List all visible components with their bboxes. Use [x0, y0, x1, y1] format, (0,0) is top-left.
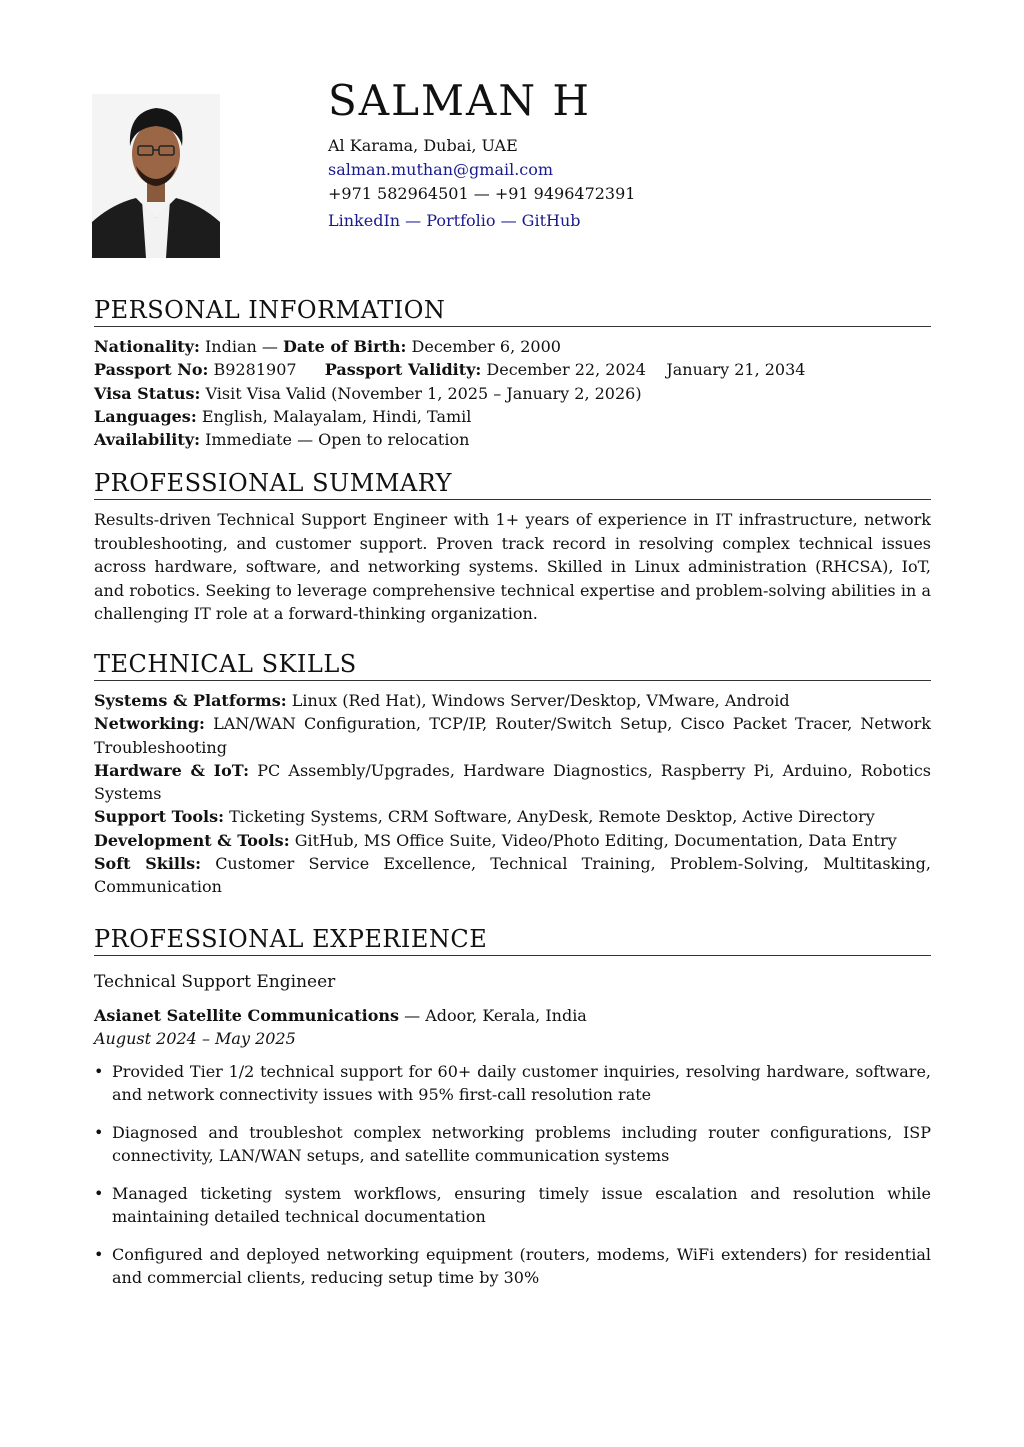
email-link[interactable]: salman.muthan@gmail.com [328, 160, 554, 179]
profile-photo [92, 94, 220, 258]
skill-label: Support Tools: [94, 807, 225, 827]
skill-label: Soft Skills: [94, 854, 201, 874]
nationality-label: Nationality: [94, 337, 200, 356]
personal-information-section [94, 296, 931, 451]
skill-row [94, 805, 931, 828]
skill-label: Development & Tools: [94, 830, 290, 850]
professional-experience-section [94, 925, 931, 1290]
languages-label: Languages: [94, 406, 197, 426]
bullet-icon: • [94, 1122, 104, 1142]
nationality-dob-row [94, 335, 931, 358]
availability-label: Availability: [94, 430, 200, 450]
portfolio-link[interactable]: Portfolio [426, 211, 496, 230]
summary-text: Results-driven Technical Support Engineer with 1+ years of experience in IT infrastructure, network troubleshooting, and customer support. Proven track record in resolving complex technical issues across hardware, software, and networking systems. Skilled in Linux administration (RHCSA), IoT, and robotics. Seeking to leverage comprehensive technical expertise and problem-solving abilities in a challenging IT role at a forward-thinking organization. [94, 510, 931, 624]
dob-label: Date of Birth: [282, 337, 407, 356]
languages-row [94, 405, 931, 428]
company-name: Asianet Satellite Communications [94, 1005, 400, 1025]
list-item [94, 1182, 931, 1229]
separator: — [256, 337, 283, 356]
skill-value: Customer Service Excellence, Technical Training, Problem-Solving, Multitasking, Communication [94, 854, 931, 897]
candidate-name: SALMAN H [328, 76, 592, 125]
section-title: TECHNICAL SKILLS [94, 650, 931, 681]
list-item-text: Diagnosed and troubleshot complex networking problems including router configurations, ISP connectivity, LAN/WAN setups, and satellite communication systems [112, 1122, 931, 1166]
section-title: PROFESSIONAL EXPERIENCE [94, 925, 931, 956]
availability-value: Immediate — Open to relocation [205, 430, 470, 450]
skill-row [94, 689, 931, 712]
resume-content [94, 296, 931, 1308]
skill-row [94, 829, 931, 852]
visa-value: Visit Visa Valid (November 1, 2025 – January 2, 2026) [205, 383, 642, 403]
skill-value: Ticketing Systems, CRM Software, AnyDesk, Remote Desktop, Active Directory [229, 807, 875, 827]
languages-value: English, Malayalam, Hindi, Tamil [201, 406, 472, 426]
skill-label: Systems & Platforms: [94, 690, 287, 710]
list-item [94, 1243, 931, 1290]
visa-label: Visa Status: [94, 383, 201, 403]
skill-row [94, 712, 931, 759]
skill-value: Linux (Red Hat), Windows Server/Desktop, VMware, Android [291, 690, 790, 710]
skill-row [94, 759, 931, 806]
github-link[interactable]: GitHub [521, 211, 581, 230]
skill-label: Networking: [94, 714, 205, 734]
professional-summary-section [94, 469, 931, 626]
passport-value: B9281907 [213, 360, 297, 380]
job-title: Technical Support Engineer [94, 971, 336, 992]
list-item-text: Managed ticketing system workflows, ensuring timely issue escalation and resolution while maintaining detailed technical documentation [112, 1183, 931, 1227]
responsibility-list [94, 1060, 931, 1290]
personal-info-body [94, 335, 931, 451]
skill-value: LAN/WAN Configuration, TCP/IP, Router/Switch Setup, Cisco Packet Tracer, Network Troubleshooting [94, 714, 931, 757]
person-portrait-icon [92, 94, 220, 258]
skill-label: Hardware & IoT: [94, 760, 250, 780]
list-item-text: Provided Tier 1/2 technical support for 60+ daily customer inquiries, resolving hardware, software, and network connectivity issues with 95% first-call resolution rate [112, 1061, 931, 1105]
address: Al Karama, Dubai, UAE [328, 136, 518, 155]
bullet-icon: • [94, 1244, 104, 1264]
nationality-value: Indian [204, 337, 257, 356]
phone-numbers: +971 582964501 — +91 9496472391 [328, 184, 636, 203]
passport-row [94, 358, 931, 381]
resume-header [328, 78, 635, 233]
link-separator: — [400, 211, 427, 230]
bullet-icon: • [94, 1183, 104, 1203]
section-title: PROFESSIONAL SUMMARY [94, 469, 931, 500]
profile-links [328, 209, 635, 233]
dob-value: December 6, 2000 [411, 337, 561, 356]
list-item [94, 1121, 931, 1168]
skill-row [94, 852, 931, 899]
link-separator: — [495, 211, 522, 230]
technical-skills-section [94, 650, 931, 899]
skill-value: GitHub, MS Office Suite, Video/Photo Editing, Documentation, Data Entry [294, 830, 897, 850]
skill-value: PC Assembly/Upgrades, Hardware Diagnostics, Raspberry Pi, Arduino, Robotics Systems [94, 760, 931, 804]
availability-row [94, 428, 931, 451]
list-item-text: Configured and deployed networking equipment (routers, modems, WiFi extenders) for residential and commercial clients, reducing setup time by 30% [112, 1244, 931, 1288]
linkedin-link[interactable]: LinkedIn [328, 211, 401, 230]
passport-validity-value: December 22, 2024 January 21, 2034 [486, 360, 806, 380]
passport-label: Passport No: [94, 360, 209, 380]
list-item [94, 1060, 931, 1107]
employment-dates: August 2024 – May 2025 [94, 1028, 296, 1048]
passport-validity-label: Passport Validity: [324, 360, 482, 380]
company-line [94, 1004, 931, 1027]
skills-body [94, 689, 931, 899]
section-title: PERSONAL INFORMATION [94, 296, 931, 327]
bullet-icon: • [94, 1061, 104, 1081]
visa-row [94, 382, 931, 405]
company-location: — Adoor, Kerala, India [399, 1005, 587, 1025]
